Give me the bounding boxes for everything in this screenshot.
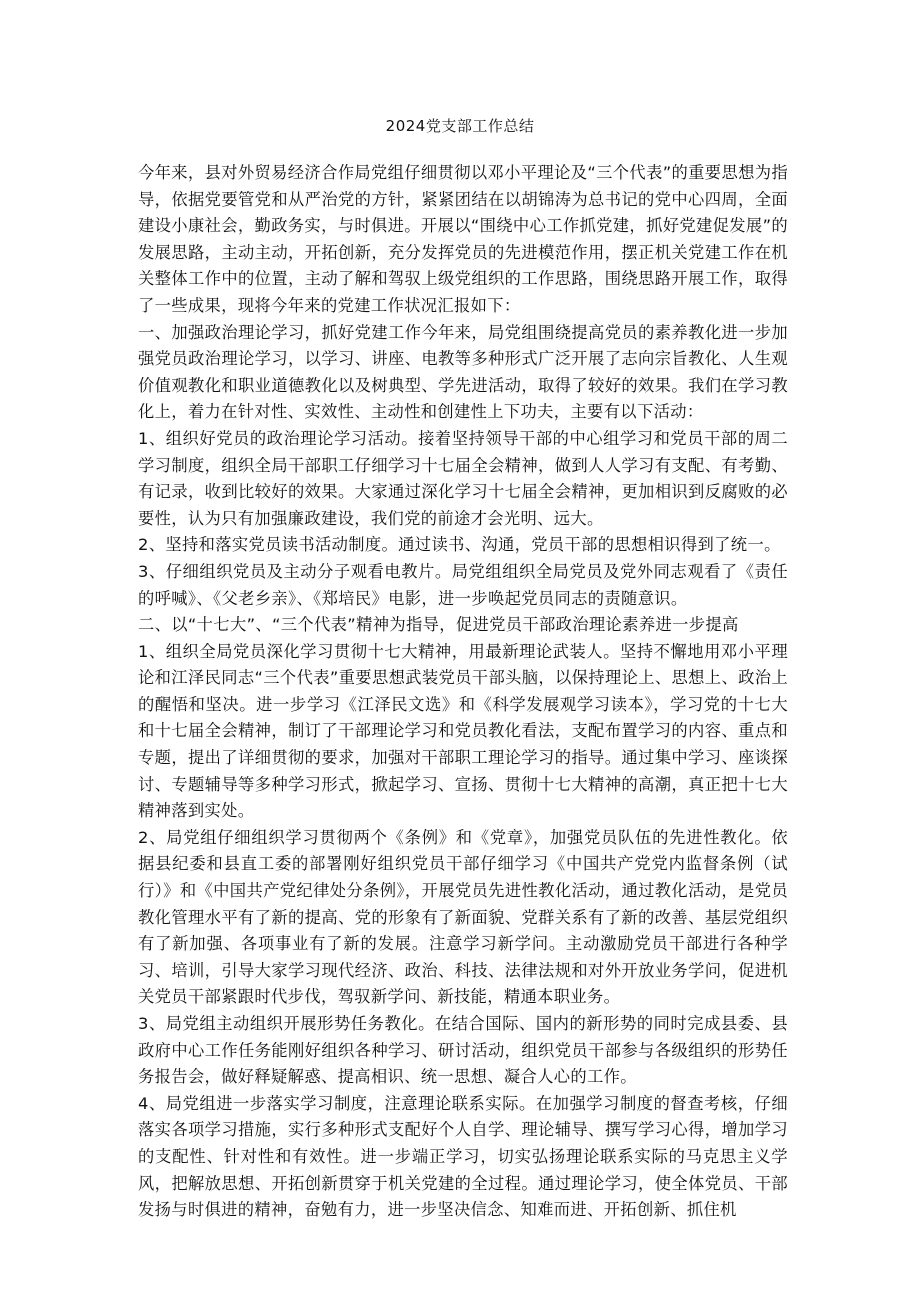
paragraph-item-1-3: 3、仔细组织党员及主动分子观看电教片。局党组组织全局党员及党外同志观看了《责任的呼喊》、《父老乡亲》、《郑培民》电影，进一步唤起党员同志的责随意识。 (138, 561, 788, 608)
paragraph-item-2-4: 4、局党组进一步落实学习制度，注意理论联系实际。在加强学习制度的督查考核，仔细落实各项学习措施，实行多种形式支配好个人自学、理论辅导、撰写学习心得，增加学习的支配性、针对性和有效性。进一步端正学习，切实弘扬理论联系实际的马克思主义学风，把解放思想、开拓创新贯穿于机关党建的全过程。通过理论学习，使全体党员、干部发扬与时俱进的精神，奋勉有力，进一步坚决信念、知难而进、开拓创新、抓住机 (138, 1093, 788, 1220)
document-body (138, 160, 788, 1224)
document-title: 2024党支部工作总结 (385, 117, 535, 135)
paragraph-item-1-2: 2、坚持和落实党员读书活动制度。通过读书、沟通，党员干部的思想相识得到了统一。 (138, 535, 781, 555)
paragraph-section-1-heading: 一、加强政治理论学习，抓好党建工作今年来，局党组围绕提高党员的素养教化进一步加强党员政治理论学习，以学习、讲座、电教等多种形式广泛开展了志向宗旨教化、人生观价值观教化和职业道德教化以及树典型、学先进活动，取得了较好的效果。我们在学习教化上，着力在针对性、实效性、主动性和创建性上下功夫，主要有以下活动： (138, 322, 788, 422)
paragraph-item-1-1: 1、组织好党员的政治理论学习活动。接着坚持领导干部的中心组学习和党员干部的周二学习制度，组织全局干部职工仔细学习十七届全会精神，做到人人学习有支配、有考勤、有记录，收到比较好的效果。大家通过深化学习十七届全会精神，更加相识到反腐败的必要性，认为只有加强廉政建设，我们党的前途才会光明、远大。 (138, 428, 788, 528)
paragraph-item-2-2: 2、局党组仔细组织学习贯彻两个《条例》和《党章》，加强党员队伍的先进性教化。依据县纪委和县直工委的部署刚好组织党员干部仔细学习《中国共产党党内监督条例（试行）》和《中国共产党纪律处分条例》，开展党员先进性教化活动，通过教化活动，是党员教化管理水平有了新的提高、党的形象有了新面貌、党群关系有了新的改善、基层党组织有了新加强、各项事业有了新的发展。注意学习新学问。主动激励党员干部进行各种学习、培训，引导大家学习现代经济、政治、科技、法律法规和对外开放业务学问，促进机关党员干部紧跟时代步伐，驾驭新学问、新技能，精通本职业务。 (138, 827, 788, 1007)
paragraph-item-2-3: 3、局党组主动组织开展形势任务教化。在结合国际、国内的新形势的同时完成县委、县政府中心工作任务能刚好组织各种学习、研讨活动，组织党员干部参与各级组织的形势任务报告会，做好释疑解惑、提高相识、统一思想、凝合人心的工作。 (138, 1014, 788, 1087)
paragraph-item-2-1: 1、组织全局党员深化学习贯彻十七大精神，用最新理论武装人。坚持不懈地用邓小平理论和江泽民同志“三个代表”重要思想武装党员干部头脑，以保持理论上、思想上、政治上的醒悟和坚决。进一步学习《江泽民文选》和《科学发展观学习读本》，学习党的十七大和十七届全会精神，制订了干部理论学习和党员教化看法，支配布置学习的内容、重点和专题，提出了详细贯彻的要求，加强对干部职工理论学习的指导。通过集中学习、座谈探讨、专题辅导等多种学习形式，掀起学习、宣扬、贯彻十七大精神的高潮，真正把十七大精神落到实处。 (138, 641, 788, 821)
paragraph-intro: 今年来，县对外贸易经济合作局党组仔细贯彻以邓小平理论及“三个代表”的重要思想为指导，依据党要管党和从严治党的方针，紧紧团结在以胡锦涛为总书记的党中心四周，全面建设小康社会，勤政务实，与时俱进。开展以“围绕中心工作抓党建，抓好党建促发展”的发展思路，主动主动，开拓创新，充分发挥党员的先进模范作用，摆正机关党建工作在机关整体工作中的位置，主动了解和驾驭上级党组织的工作思路，围绕思路开展工作，取得了一些成果，现将今年来的党建工作状况汇报如下： (138, 163, 788, 315)
paragraph-section-2-heading: 二、以“十七大”、“三个代表”精神为指导，促进党员干部政治理论素养进一步提高 (138, 615, 739, 635)
